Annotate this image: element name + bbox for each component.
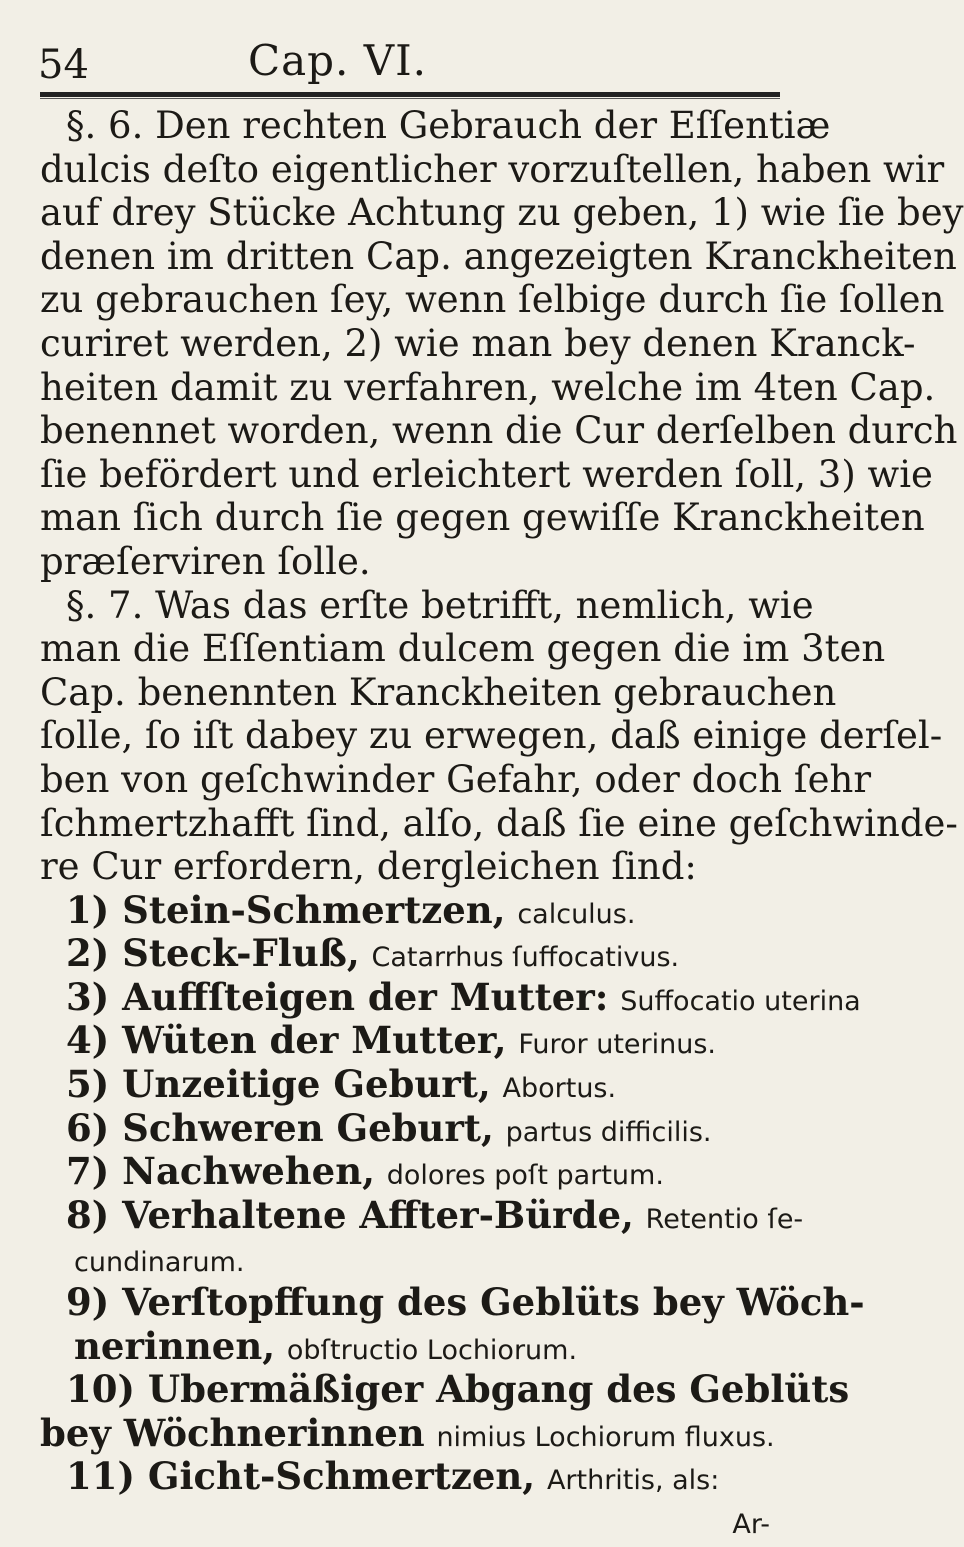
list-item	[40, 1063, 780, 1107]
text-line: ſie befördert und erleichtert werden ſoll, 3) wie	[40, 452, 933, 496]
text-line: man die Eſſentiam dulcem gegen die im 3ten	[40, 627, 886, 671]
running-title: Cap. VI.	[248, 36, 428, 85]
text-line: man ſich durch ſie gegen gewiſſe Kranckheiten	[40, 496, 925, 540]
list-item-german: 5) Unzeitige Geburt,	[66, 1062, 491, 1107]
text-line: denen im dritten Cap. angezeigten Kranckheiten	[40, 234, 957, 278]
list-item-latin: Abortus.	[502, 1073, 617, 1105]
list-item	[40, 974, 861, 1020]
list-item-german: 7) Nachwehen,	[66, 1149, 375, 1194]
text-line: dulcis deſto eigentlicher vorzuſtellen, haben wir	[40, 147, 945, 191]
list-item	[40, 1367, 850, 1412]
text-line: §. 7. Was das erſte betrifft, nemlich, wie	[66, 583, 814, 627]
list-item-latin: dolores poſt partum.	[386, 1160, 664, 1192]
text-line: auf drey Stücke Achtung zu geben, 1) wie ſie bey	[40, 191, 964, 235]
header-rule	[40, 92, 780, 97]
list-item-german: 6) Schweren Geburt,	[66, 1105, 494, 1150]
text-line: curiret werden, 2) wie man bey denen Kranck-	[40, 321, 916, 365]
list-item-latin: obſtructio Lochiorum.	[286, 1334, 578, 1366]
catchword	[40, 1499, 780, 1543]
list-item	[40, 1280, 865, 1325]
list-item-german: 2) Steck-Fluß,	[66, 931, 360, 976]
text-line: ſolle, ſo iſt dabey zu erwegen, daß einige derſel-	[40, 714, 943, 758]
text-line: zu gebrauchen ſey, wenn ſelbige durch ſie ſollen	[40, 278, 945, 322]
list-item-german: bey Wöchnerinnen	[40, 1410, 425, 1455]
list-item-german: 1) Stein-Schmertzen,	[66, 887, 506, 932]
paragraph-7	[40, 583, 958, 889]
list-item-latin: Arthritis, als:	[546, 1465, 720, 1497]
text-line: Cap. benennten Kranckheiten gebrauchen	[40, 670, 837, 714]
header-rule-thin	[40, 98, 780, 99]
text-line: ſchmertzhafft ſind, alſo, daß ſie eine geſchwinde-	[40, 801, 958, 845]
list-item-latin: nimius Lochiorum fluxus.	[436, 1421, 775, 1453]
list-item	[40, 1019, 780, 1063]
paragraph-6	[40, 104, 964, 584]
list-item-german: 9) Verſtopffung des Geblüts bey Wöch-	[66, 1280, 865, 1325]
text-line: præſerviren ſolle.	[40, 539, 371, 583]
list-item-latin: calculus.	[517, 898, 636, 930]
list-item-latin: partus difficilis.	[505, 1116, 712, 1148]
list-item-latin: cundinarum.	[74, 1247, 245, 1279]
list-item-continuation	[40, 1237, 780, 1281]
disease-list	[40, 887, 865, 1543]
list-item-latin: Suffocatio uterina	[620, 985, 861, 1017]
list-item-german: 11) Gicht-Schmertzen,	[66, 1454, 536, 1499]
list-item-latin: Catarrhus ſuffocativus.	[371, 942, 680, 974]
list-item	[40, 1455, 780, 1499]
list-item-continuation	[40, 1412, 780, 1456]
page-number: 54	[38, 42, 89, 88]
text-line: ben von geſchwinder Gefahr, oder doch ſehr	[40, 757, 872, 801]
list-item	[40, 1107, 780, 1151]
list-item-continuation	[40, 1325, 780, 1369]
page-header	[38, 24, 778, 88]
text-line: heiten damit zu verfahren, welche im 4ten Cap.	[40, 365, 936, 409]
list-item-german: 8) Verhaltene Affter-Bürde,	[66, 1192, 634, 1237]
list-item	[40, 1150, 780, 1194]
list-item	[40, 889, 780, 933]
list-item-german: 10) Ubermäßiger Abgang des Geblüts	[66, 1367, 850, 1412]
list-item-german: 3) Auffſteigen der Mutter:	[66, 974, 609, 1019]
list-item-german: 4) Wüten der Mutter,	[66, 1018, 507, 1063]
list-item-german: nerinnen,	[74, 1323, 276, 1368]
list-item	[40, 932, 780, 976]
body-text	[40, 104, 964, 1543]
list-item-latin: Retentio ſe-	[645, 1203, 804, 1235]
list-item-latin: Furor uterinus.	[518, 1029, 716, 1061]
text-line: benennet worden, wenn die Cur derſelben durch	[40, 409, 958, 453]
catchword-text: Ar-	[732, 1509, 770, 1540]
list-item	[40, 1192, 804, 1238]
text-line: re Cur erfordern, dergleichen ſind:	[40, 845, 697, 889]
text-line: §. 6. Den rechten Gebrauch der Eſſentiæ	[66, 104, 831, 147]
